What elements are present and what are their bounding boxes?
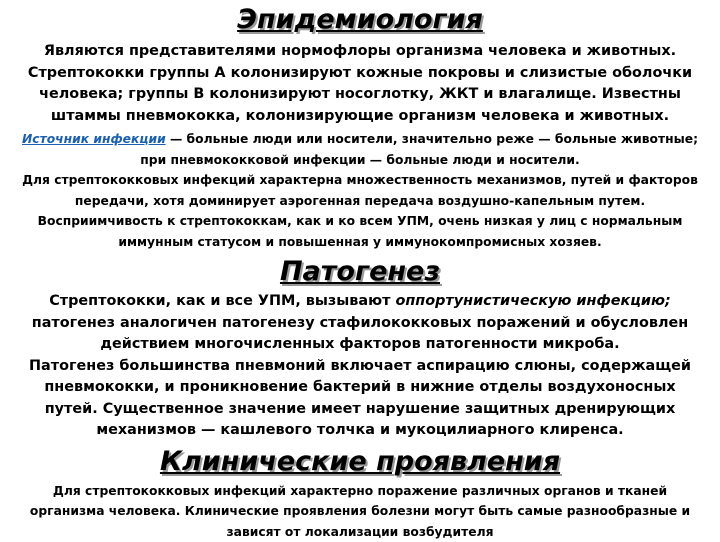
pathogenesis-title: Патогенез xyxy=(0,256,720,287)
infection-source-link[interactable]: Источник инфекции xyxy=(22,132,166,146)
epidemiology-section xyxy=(0,41,720,252)
pathogenesis-section xyxy=(0,291,720,442)
clinical-paragraph-1: Для стрептококковых инфекций характерно поражение различных органов и тканей организма человека. Клинические проявления болезни могут быть самые разнообразные и зависят от локализации возбудителя xyxy=(18,481,702,542)
pathogenesis-p1-end: патогенез аналогичен патогенезу стафилококковых поражений и обусловлен действием многочисленных факторов патогенности микроба. xyxy=(32,315,688,353)
pathogenesis-p1-emphasis: оппортунистическую инфекцию; xyxy=(395,293,670,309)
clinical-title: Клинические проявления xyxy=(0,446,720,477)
infection-source-text: больные люди или носители, значительно реже — больные животные; при пневмококковой инфекции — больные люди и носители. xyxy=(140,132,698,167)
epidemiology-paragraph-3: Для стрептококковых инфекций характерна множественность механизмов, путей и факторов передачи, хотя доминирует аэрогенная передача воздушно-капельным путем. Восприимчивость к стрептококкам, как и ко всем УПМ, очень низкая у лиц с нормальным иммунным статусом и повышенная у иммунокомпромисных хозяев. xyxy=(18,170,702,252)
infection-source-dash: — xyxy=(166,132,187,146)
epidemiology-paragraph-1: Являются представителями нормофлоры организма человека и животных. Стрептококки группы А колонизируют кожные покровы и слизистые оболочки человека; группы В колонизируют носоглотку, ЖКТ и влагалище. Известны штаммы пневмококка, колонизирующие организм человека и животных. xyxy=(18,41,702,127)
infection-source-paragraph xyxy=(18,129,702,170)
pathogenesis-p1-start: Стрептококки, как и все УПМ, вызывают xyxy=(49,293,395,309)
pathogenesis-paragraph-1 xyxy=(18,291,702,356)
pathogenesis-paragraph-2: Патогенез большинства пневмоний включает аспирацию слюны, содержащей пневмококки, и проникновение бактерий в нижние отделы воздухоносных путей. Существенное значение имеет нарушение защитных дренирующих механизмов — кашлевого толчка и мукоцилиарного клиренса. xyxy=(18,356,702,442)
epidemiology-title: Эпидемиология xyxy=(0,0,720,35)
clinical-section xyxy=(0,481,720,529)
